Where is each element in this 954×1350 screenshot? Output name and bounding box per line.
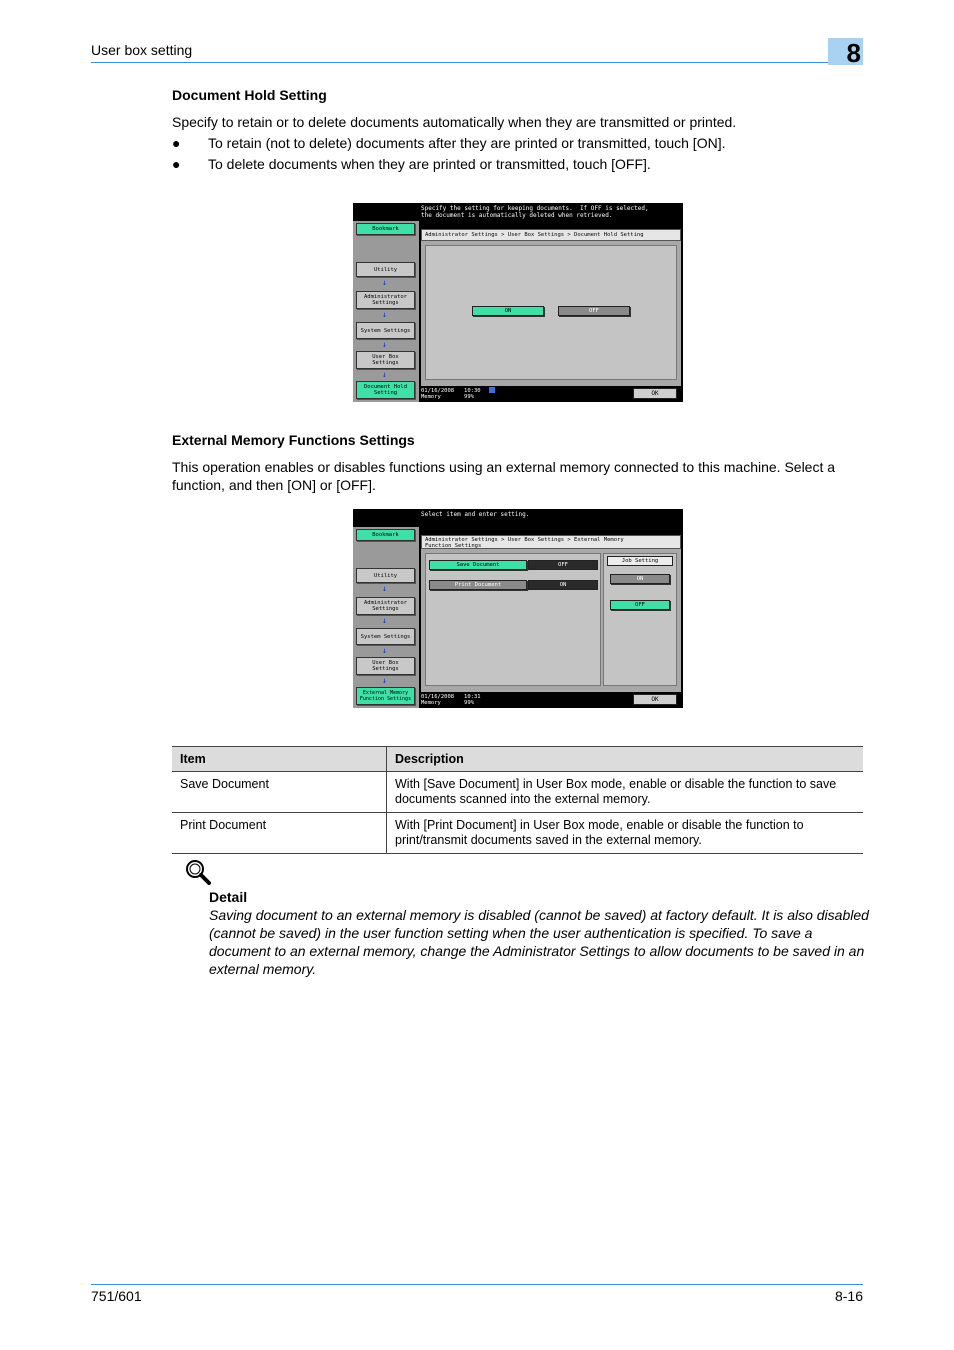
print-document-button[interactable]: Print Document bbox=[429, 580, 527, 590]
save-document-button[interactable]: Save Document bbox=[429, 560, 527, 570]
nav-administrator-settings-button[interactable]: Administrator Settings bbox=[356, 291, 415, 309]
section-heading-external-memory: External Memory Functions Settings bbox=[172, 432, 415, 448]
screen-message: Specify the setting for keeping documents. If OFF is selected, the document is automatically deleted when retrieved. bbox=[421, 205, 649, 219]
nav-document-hold-setting-button[interactable]: Document Hold Setting bbox=[356, 381, 415, 399]
screen-status-footer: 01/16/2008 10:30 Memory 99% bbox=[421, 388, 481, 400]
section-heading-document-hold: Document Hold Setting bbox=[172, 87, 327, 103]
nav-utility-button[interactable]: Utility bbox=[356, 568, 415, 583]
screen-sidebar bbox=[353, 221, 419, 402]
arrow-down-icon: ↓ bbox=[382, 340, 387, 349]
arrow-down-icon: ↓ bbox=[382, 584, 387, 593]
bullet-item: ● To retain (not to delete) documents after they are printed or transmitted, touch [ON]. bbox=[172, 135, 726, 151]
running-header-title: User box setting bbox=[91, 42, 193, 58]
arrow-down-icon: ↓ bbox=[382, 310, 387, 319]
table-header-description: Description bbox=[387, 747, 864, 772]
external-memory-screenshot bbox=[353, 509, 683, 708]
nav-user-box-settings-button[interactable]: User Box Settings bbox=[356, 657, 415, 675]
screen-breadcrumb: Administrator Settings > User Box Settings > External Memory Function Settings bbox=[421, 535, 681, 549]
bullet-icon: ● bbox=[172, 156, 181, 172]
screen-sidebar bbox=[353, 527, 419, 708]
bookmark-button[interactable]: Bookmark bbox=[356, 529, 415, 541]
table-header-row bbox=[172, 747, 863, 772]
document-hold-screenshot bbox=[353, 203, 683, 402]
table-cell-item: Print Document bbox=[172, 813, 387, 854]
header-rule bbox=[91, 62, 863, 63]
job-setting-panel bbox=[603, 553, 677, 686]
section1-intro: Specify to retain or to delete documents automatically when they are transmitted or printed. bbox=[172, 114, 737, 130]
footer-page-number: 8-16 bbox=[834, 1288, 863, 1304]
table-cell-description: With [Print Document] in User Box mode, enable or disable the function to print/transmit documents saved in the external memory. bbox=[387, 813, 864, 854]
screen-main-panel bbox=[421, 229, 681, 386]
section2-intro: This operation enables or disables functions using an external memory connected to this machine. Select a function, and then [ON] or [OFF]. bbox=[172, 459, 836, 493]
save-document-status: OFF bbox=[528, 560, 598, 570]
off-button[interactable]: OFF bbox=[558, 306, 630, 316]
screen-breadcrumb: Administrator Settings > User Box Settings > Document Hold Setting bbox=[421, 229, 681, 241]
print-document-status: ON bbox=[528, 580, 598, 590]
job-status-icon bbox=[489, 387, 495, 393]
ok-button[interactable]: OK bbox=[633, 388, 677, 399]
arrow-down-icon: ↓ bbox=[382, 676, 387, 685]
arrow-down-icon: ↓ bbox=[382, 370, 387, 379]
arrow-down-icon: ↓ bbox=[382, 278, 387, 287]
screen-inner-panel bbox=[425, 245, 677, 380]
nav-system-settings-button[interactable]: System Settings bbox=[356, 628, 415, 645]
magnifier-icon bbox=[184, 858, 212, 886]
nav-administrator-settings-button[interactable]: Administrator Settings bbox=[356, 597, 415, 615]
table-header-item: Item bbox=[172, 747, 387, 772]
chapter-number-badge: 8 bbox=[828, 38, 863, 65]
screen-message: Select item and enter setting. bbox=[421, 511, 530, 518]
job-setting-label: Job Setting bbox=[607, 556, 673, 566]
nav-user-box-settings-button[interactable]: User Box Settings bbox=[356, 351, 415, 369]
bookmark-button[interactable]: Bookmark bbox=[356, 223, 415, 235]
off-button[interactable]: OFF bbox=[610, 600, 670, 610]
nav-system-settings-button[interactable]: System Settings bbox=[356, 322, 415, 339]
detail-text: Saving document to an external memory is disabled (cannot be saved) at factory default. It is also disabled (cannot be saved) in the user function setting when the user authentication is specified. To save a document to an external memory, change the Administrator Settings to allow documents to be saved in an external memory. bbox=[209, 907, 869, 977]
footer-rule bbox=[91, 1284, 863, 1285]
bullet-icon: ● bbox=[172, 135, 181, 151]
footer-model: 751/601 bbox=[91, 1288, 142, 1304]
screen-status-footer: 01/16/2008 10:31 Memory 99% bbox=[421, 694, 481, 706]
table-cell-description: With [Save Document] in User Box mode, enable or disable the function to save documents scanned into the external memory. bbox=[387, 772, 864, 813]
function-list-panel bbox=[425, 553, 601, 686]
on-button[interactable]: ON bbox=[472, 306, 544, 316]
settings-table bbox=[172, 746, 863, 854]
arrow-down-icon: ↓ bbox=[382, 646, 387, 655]
arrow-down-icon: ↓ bbox=[382, 616, 387, 625]
detail-heading: Detail bbox=[209, 889, 248, 905]
on-button[interactable]: ON bbox=[610, 574, 670, 584]
table-row bbox=[172, 772, 863, 813]
bullet-item: ● To delete documents when they are printed or transmitted, touch [OFF]. bbox=[172, 156, 651, 172]
screen-main-panel bbox=[421, 535, 681, 692]
table-cell-item: Save Document bbox=[172, 772, 387, 813]
nav-utility-button[interactable]: Utility bbox=[356, 262, 415, 277]
ok-button[interactable]: OK bbox=[633, 694, 677, 705]
table-row bbox=[172, 813, 863, 854]
nav-external-memory-settings-button[interactable]: External Memory Function Settings bbox=[356, 687, 415, 705]
